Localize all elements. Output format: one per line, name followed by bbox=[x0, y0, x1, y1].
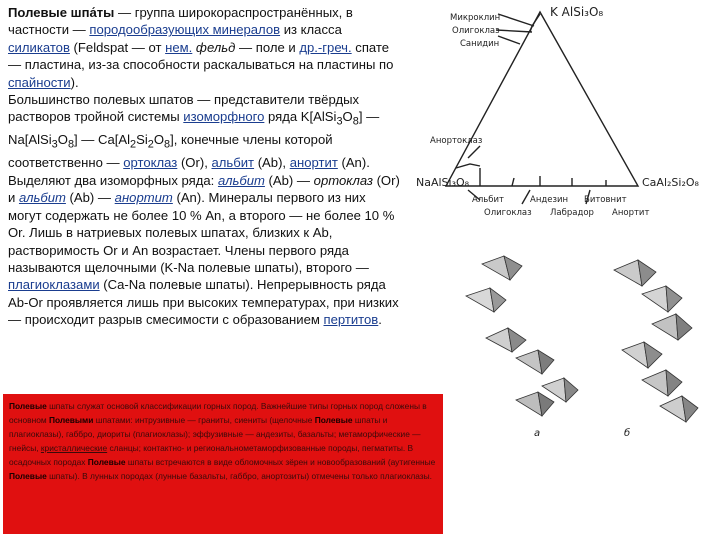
label-bytownite: Битовнит bbox=[584, 195, 627, 205]
label-labradorite: Лабрадор bbox=[550, 208, 594, 218]
tetrahedra-chain-b bbox=[614, 260, 698, 422]
link-anorthite[interactable]: анортит bbox=[289, 155, 338, 171]
link-greek[interactable]: др.-греч. bbox=[299, 39, 352, 55]
link-isomorphous[interactable]: изоморфного bbox=[183, 109, 265, 125]
label-oligoclase-bottom: Олигоклаз bbox=[484, 208, 532, 218]
label-anorthoclase: Анортоклаз bbox=[430, 136, 483, 146]
article-term: Полевые шпа́ты bbox=[8, 5, 115, 20]
label-sanidine: Санидин bbox=[460, 39, 500, 49]
article-paragraph-2: Большинство полевых шпатов — представители твёрдых растворов тройной системы изоморфного ряда $K[AlSi_3O_8]$ — $Na[AlSi_3O_8]$ — $Ca[Al_2Si_2O_8]$, конечные члены которой соответственно — ортоклаз (Or), альбит (Ab), анортит (An). Выделяют два изоморфных ряда: альбит (Ab) — ортоклаз (Or) и альбит (Ab) — анортит (An). Минералы первого из них могут содержать не более 10 % An, а второго — не более 10 % Or. Лишь в натриевых полевых шпатах, близких к Ab, растворимость Or и An возрастает. Члены первого ряда называются щелочными (K-Na полевые шпаты), второго — плагиоклазами (Ca-Na полевые шпаты). Непрерывность ряда Ab-Or проявляется лишь при высоких температурах, при низких — происходит разрыв смесимости с образованием пертитов. bbox=[8, 92, 400, 328]
formula-right: CaAl₂Si₂O₈ bbox=[642, 176, 699, 189]
formula-top: K AlSi₃O₈ bbox=[550, 5, 604, 19]
link-perthite[interactable]: пертитов bbox=[323, 312, 379, 328]
figure-label-b: б bbox=[624, 428, 631, 439]
link-cleavage[interactable]: спайности bbox=[8, 74, 71, 90]
formula-left: NaAlSi₃O₈ bbox=[416, 176, 470, 189]
link-albite[interactable]: альбит bbox=[211, 155, 255, 171]
label-microcline: Микроклин bbox=[450, 13, 501, 23]
link-albite-3[interactable]: альбит bbox=[18, 190, 66, 206]
link-anorthite-2[interactable]: анортит bbox=[114, 190, 173, 206]
link-albite-2[interactable]: альбит bbox=[217, 172, 265, 188]
figure-label-a: a bbox=[534, 428, 541, 439]
label-oligoclase-top: Олигоклаз bbox=[452, 26, 500, 36]
ternary-feldspar-diagram bbox=[410, 0, 710, 240]
label-andesine: Андезин bbox=[530, 195, 569, 205]
rock-classification-note: Полевые шпаты служат основой классификации горных пород. Важнейшие типы горных пород сложены в основном Полевыми шпатами: интрузивные — граниты, сиениты (щелочные Полевые шпаты и плагиоклазы), габбро, диориты (плагиоклазы); эффузивные — андезиты, базальты; метаморфические — гнейсы, кристаллические сланцы; контактно- и региональнометаморфизованные породы, пегматиты. В осадочных породах Полевые шпаты встречаются в виде обломочных зёрен и новообразований (аутигенные Полевые шпаты). В лунных породах (лунные базальты, габбро, анортозиты) отмечены только плагиоклазы. bbox=[3, 394, 443, 534]
article-text bbox=[8, 4, 400, 329]
link-plagioclase[interactable]: плагиоклазами bbox=[8, 277, 100, 293]
link-rock-forming[interactable]: породообразующих минералов bbox=[89, 22, 281, 38]
link-orthoclase[interactable]: ортоклаз bbox=[123, 155, 178, 171]
link-silicates[interactable]: силикатов bbox=[8, 39, 70, 55]
crystal-structure-figure bbox=[446, 250, 706, 450]
tetrahedra-chain-a bbox=[466, 256, 578, 416]
label-albite: Альбит bbox=[472, 195, 504, 205]
article-paragraph-1: Полевые шпа́ты — группа широкораспространённых, в частности — породообразующих минералов из класса силикатов (Feldspat — от нем. фельд — поле и др.-греч. спате — пластина, из-за способности раскалываться на пластины по спайности). bbox=[8, 5, 394, 90]
label-anorthite: Анортит bbox=[612, 208, 650, 218]
link-german[interactable]: нем. bbox=[165, 39, 193, 55]
